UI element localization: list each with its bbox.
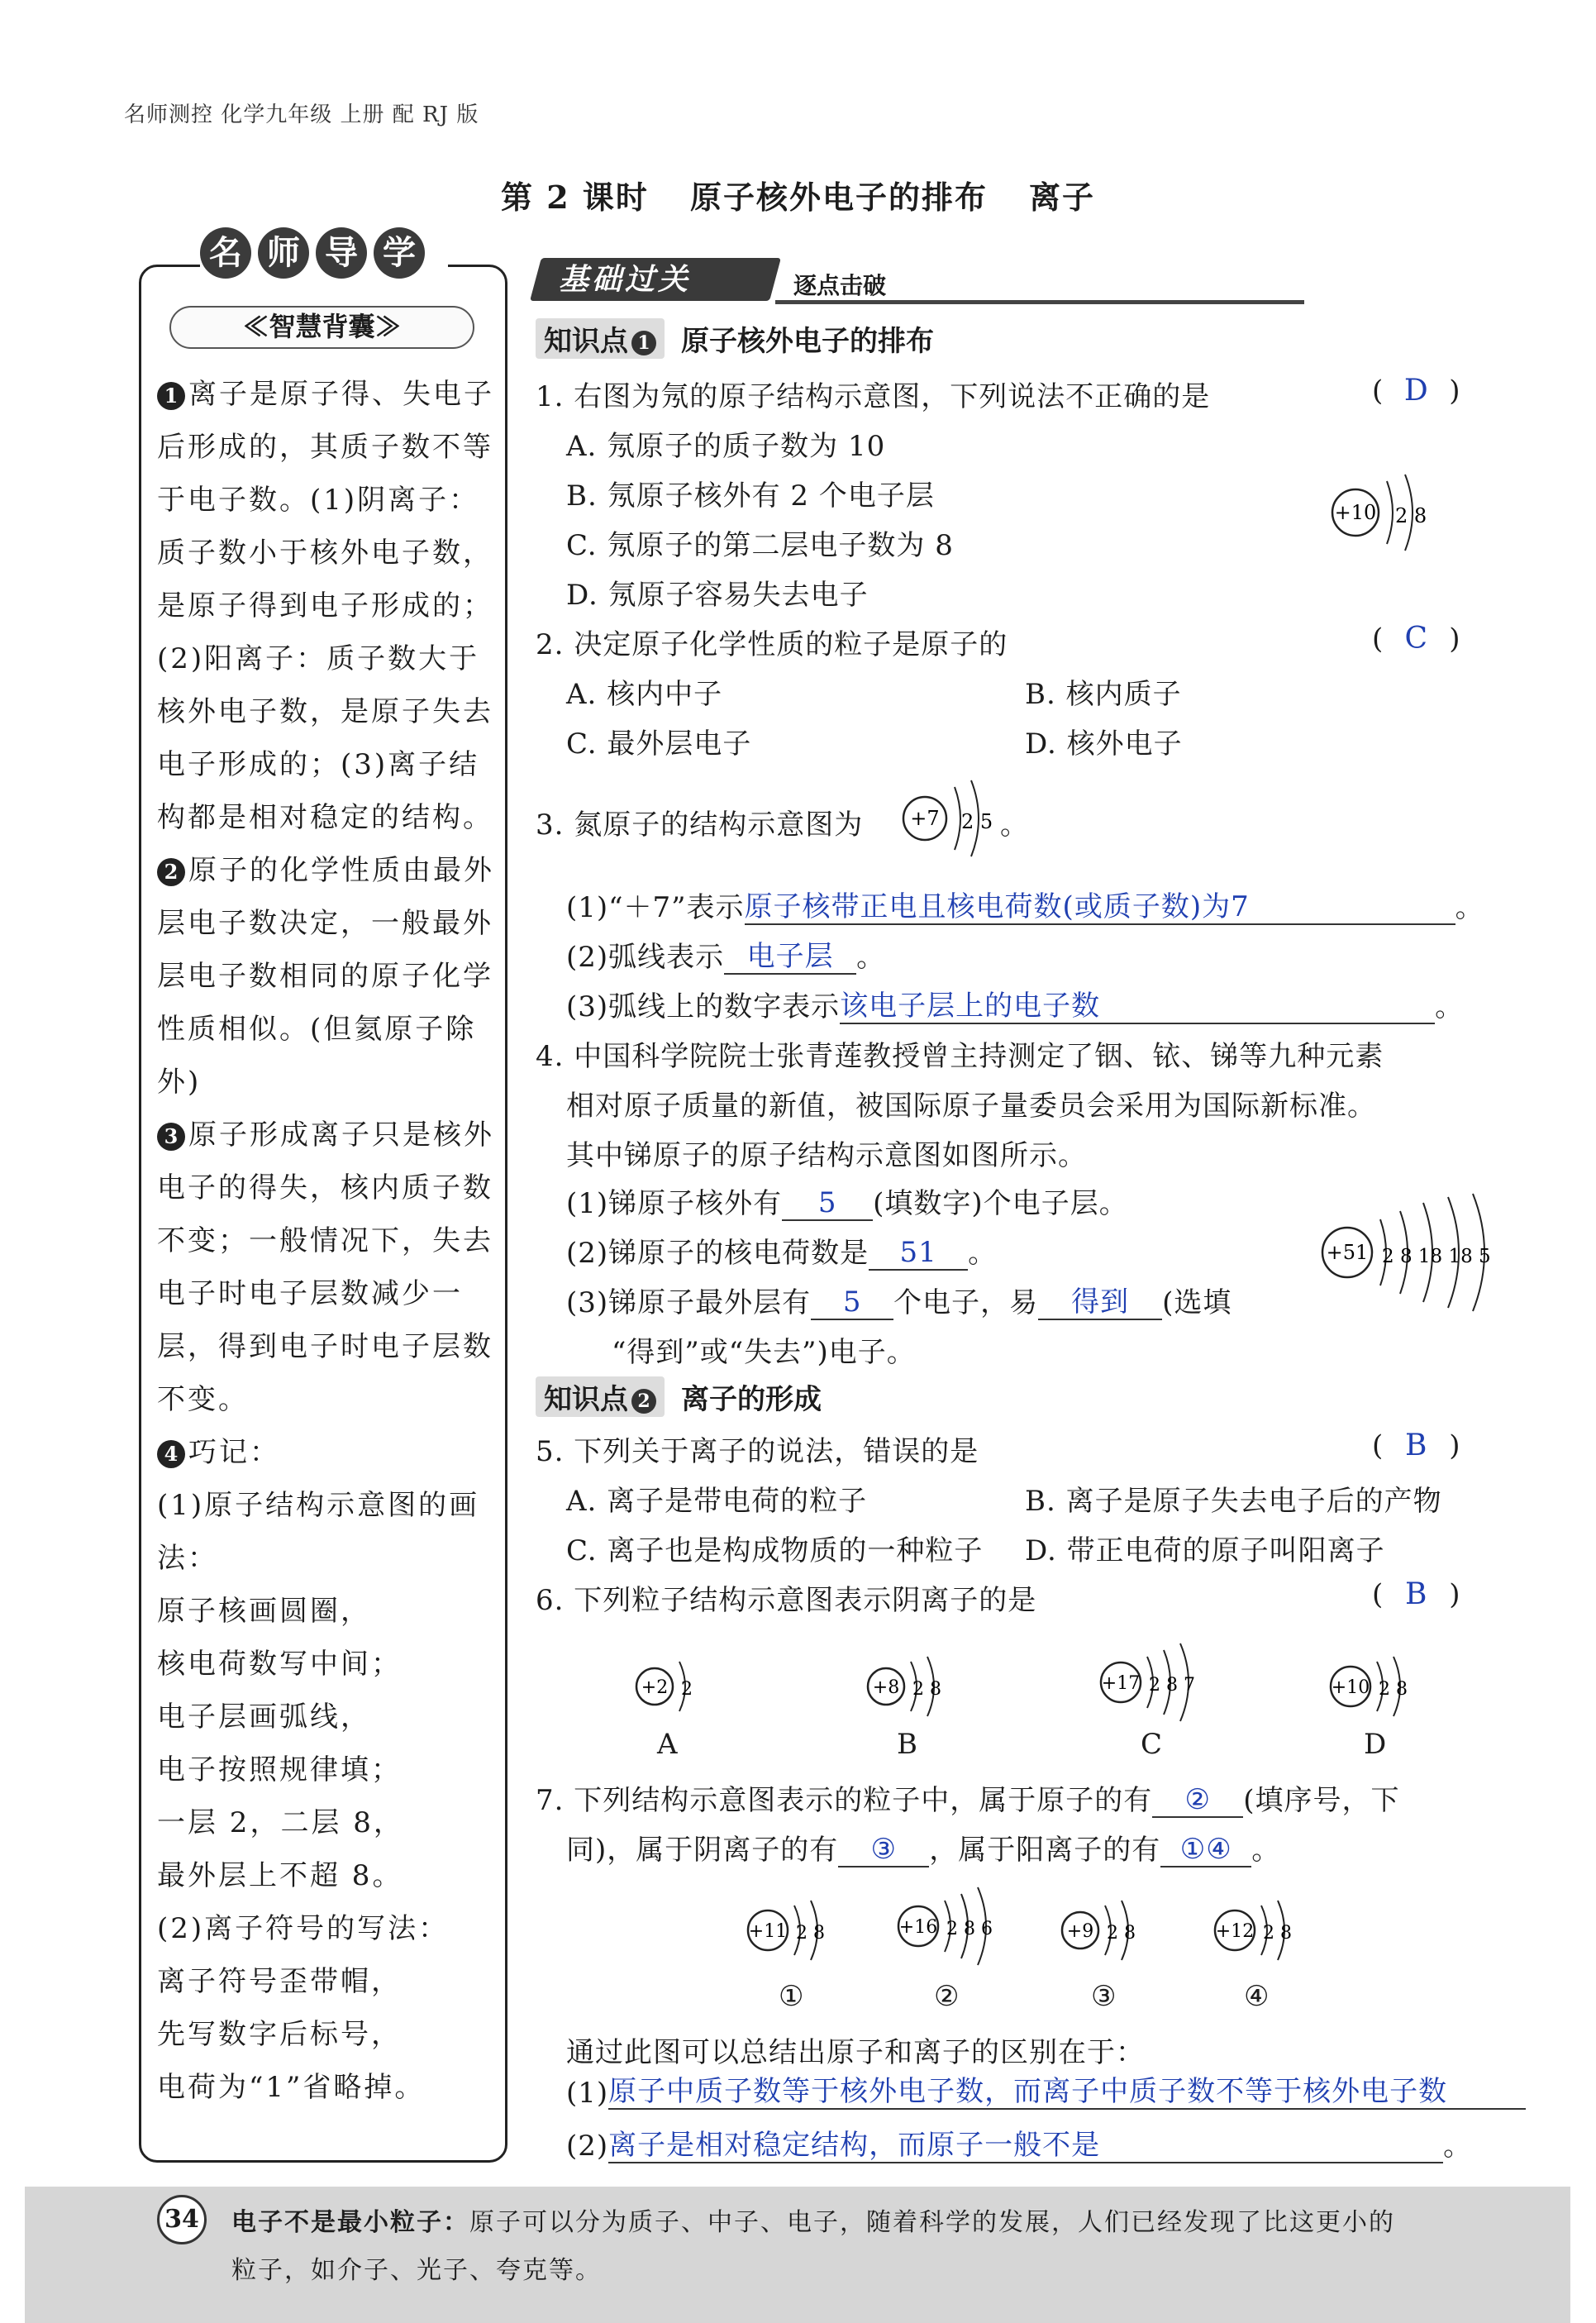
question-1-stem: 1. 右图为氖的原子结构示意图，下列说法不正确的是 <box>536 380 1211 413</box>
lesson-topic: 原子核外电子的排布 <box>689 179 988 216</box>
book-header: 名师测控 化学九年级 上册 配 RJ 版 <box>124 103 479 127</box>
q3-answer-1: 原子核带正电且核电荷数(或质子数)为7 <box>744 890 1250 923</box>
mnemonic-line: 电子按照规律填； <box>157 1753 402 1786</box>
q5-option-d: D. 带正电荷的原子叫阳离子 <box>1025 1534 1385 1567</box>
shell-counts: 2 8 18 18 5 <box>1382 1246 1491 1267</box>
mnemonic-line: 先写数字后标号， <box>157 2018 402 2051</box>
q7-summary-answer-1: 原子中质子数等于核外电子数，而离子中质子数不等于核外电子数 <box>608 2075 1448 2108</box>
mnemonic-line: 电荷为“1”省略掉。 <box>157 2071 426 2104</box>
svg-text:2 8 7: 2 8 7 <box>1149 1675 1195 1696</box>
q5-option-b: B. 离子是原子失去电子后的产物 <box>1025 1485 1442 1518</box>
svg-text:+8: +8 <box>872 1677 900 1698</box>
q3-sub-2: (2)弧线表示 电子层 。 <box>566 940 886 974</box>
question-1-answer: D <box>1403 374 1428 408</box>
q6-diagram-c <box>1091 1637 1232 1728</box>
q1-option-c: C. 氖原子的第二层电子数为 8 <box>566 529 954 562</box>
banner-char-3: 导 <box>316 227 367 279</box>
q1-option-a: A. 氖原子的质子数为 10 <box>566 430 886 463</box>
q7-label-3: ③ <box>1091 1980 1117 2013</box>
question-1-answer-box: ( D ) <box>1372 374 1460 408</box>
svg-text:+2: +2 <box>641 1677 669 1698</box>
q1-option-d: D. 氖原子容易失去电子 <box>566 579 869 612</box>
q2-option-a: A. 核内中子 <box>566 678 723 711</box>
q7-label-1: ① <box>779 1980 804 2013</box>
question-6-answer: B <box>1405 1577 1427 1611</box>
kp-tag: 知识点 <box>544 1383 628 1416</box>
svg-text:2 8: 2 8 <box>912 1679 941 1700</box>
svg-text:2 8 6: 2 8 6 <box>946 1919 993 1939</box>
footer-title: 电子不是最小粒子： <box>231 2208 469 2237</box>
q3-stem-end: 。 <box>1000 809 1029 842</box>
svg-text:2 8: 2 8 <box>1379 1679 1408 1700</box>
q3-answer-3: 该电子层上的电子数 <box>840 990 1101 1023</box>
knowledge-point-2 <box>536 1376 822 1417</box>
q3-sub-1: (1)“＋7”表示原子核带正电且核电荷数(或质子数)为7 。 <box>566 890 1484 924</box>
svg-text:+16: +16 <box>898 1917 938 1938</box>
svg-text:+12: +12 <box>1215 1921 1255 1942</box>
svg-text:2: 2 <box>681 1679 693 1700</box>
kp-title: 原子核外电子的排布 <box>681 325 934 358</box>
footer-text: 电子不是最小粒子：原子可以分为质子、中子、电子，随着科学的发展，人们已经发现了比这更小的 粒子，如介子、光子、夸克等。 <box>231 2208 1395 2285</box>
kp-number: 1 <box>631 331 656 355</box>
question-4-stem-3: 其中锑原子的原子结构示意图如图所示。 <box>566 1139 1087 1172</box>
svg-text:+10: +10 <box>1331 1677 1370 1698</box>
q7-label-4: ④ <box>1244 1980 1270 2013</box>
q4-sub-1: (1)锑原子核外有 5 (填数字)个电子层。 <box>566 1186 1128 1220</box>
shell-counts: 2 5 <box>961 810 993 833</box>
q4-answer-1: 5 <box>817 1186 837 1219</box>
q3-answer-2: 电子层 <box>746 940 834 973</box>
question-6-stem: 6. 下列粒子结构示意图表示阴离子的是 <box>536 1584 1037 1617</box>
question-4-stem-1: 4. 中国科学院院士张青莲教授曾主持测定了铟、铱、锑等九种元素 <box>536 1040 1384 1073</box>
svg-text:2 8: 2 8 <box>1263 1923 1292 1944</box>
question-7-line-2: 同)，属于阴离子的有 ③ ，属于阳离子的有 ①④ 。 <box>566 1833 1281 1867</box>
q7-diagram-2 <box>889 1881 1021 1972</box>
question-5-answer-box: ( B ) <box>1372 1429 1460 1462</box>
q6-diagram-a <box>628 1645 727 1728</box>
guide-point-3: 3 原子形成离子只是核外电子的得失，核内质子数不变；一般情况下，失去电子时电子层数减少一层，得到电子时电子层数不变。 <box>157 1119 494 1416</box>
banner-char-2: 师 <box>258 227 309 279</box>
basics-banner-subtitle: 逐点击破 <box>793 272 887 299</box>
question-7-line-1: 7. 下列结构示意图表示的粒子中，属于原子的有 ② (填序号，下 <box>536 1783 1400 1817</box>
mnemonic-line: 一层 2，二层 8， <box>157 1806 404 1839</box>
teacher-guide-text <box>157 368 496 2114</box>
q7-answer-atom: ② <box>1184 1783 1211 1816</box>
q7-diagram-4 <box>1207 1889 1322 1972</box>
svg-text:+9: +9 <box>1066 1921 1094 1942</box>
knowledge-point-1 <box>536 318 934 359</box>
q4-sub-3: (3)锑原子最外层有 5 个电子，易 得到 (选填 <box>566 1286 1232 1319</box>
point-number-2: 2 <box>157 858 185 886</box>
mnemonic-line: 电子层画弧线， <box>157 1701 371 1734</box>
banner-char-1: 名 <box>200 227 251 279</box>
shell-counts: 2 8 <box>1395 504 1427 527</box>
q6-diagram-b <box>860 1645 975 1728</box>
question-2-answer: C <box>1404 622 1428 656</box>
teacher-guide-banner <box>200 227 448 289</box>
mnemonic-line: 离子符号歪带帽， <box>157 1965 402 1998</box>
nitrogen-atom-diagram <box>897 769 1004 868</box>
q3-sub-3: (3)弧线上的数字表示该电子层上的电子数 。 <box>566 990 1465 1023</box>
q2-option-c: C. 最外层电子 <box>566 727 752 761</box>
kp-tag: 知识点 <box>544 325 628 358</box>
q6-label-c: C <box>1141 1728 1163 1761</box>
q6-label-a: A <box>657 1728 678 1761</box>
q7-answer-cation: ①④ <box>1179 1833 1232 1866</box>
question-2-stem: 2. 决定原子化学性质的粒子是原子的 <box>536 628 1008 661</box>
q6-diagram-d <box>1322 1645 1438 1728</box>
question-5-answer: B <box>1405 1429 1427 1462</box>
kp-number: 2 <box>631 1389 656 1414</box>
question-3-stem: 3. 氮原子的结构示意图为 <box>536 809 864 842</box>
q2-option-b: B. 核内质子 <box>1025 678 1182 711</box>
question-2-answer-box: ( C ) <box>1372 622 1460 656</box>
mnemonic-line: 最外层上不超 8。 <box>157 1859 403 1892</box>
q7-summary-1: (1)原子中质子数等于核外电子数，而离子中质子数不等于核外电子数 <box>566 2075 1526 2110</box>
q7-summary-2: (2)离子是相对稳定结构，而原子一般不是 。 <box>566 2129 1473 2163</box>
svg-text:2 8: 2 8 <box>796 1923 825 1944</box>
question-5-stem: 5. 下列关于离子的说法，错误的是 <box>536 1435 979 1468</box>
q7-summary: 通过此图可以总结出原子和离子的区别在于： <box>566 2036 1145 2069</box>
guide-point-1: 1 离子是原子得、失电子后形成的，其质子数不等于电子数。(1)阴离子：质子数小于核外电子数，是原子得到电子形成的；(2)阳离子：质子数大于核外电子数，是原子失去电子形成的；(3)离子结构都是相对稳定的结构。 <box>157 378 494 834</box>
wisdom-tips-label: ≪智慧背囊≫ <box>169 306 474 349</box>
banner-rule <box>775 300 1304 304</box>
svg-text:+17: +17 <box>1101 1673 1141 1694</box>
banner-char-4: 学 <box>374 227 425 279</box>
guide-point-4: 4 巧记： <box>157 1426 496 1479</box>
q4-answer-3: 5 <box>842 1286 862 1319</box>
question-6-answer-box: ( B ) <box>1372 1577 1460 1611</box>
guide-point-2: 2 原子的化学性质由最外层电子数决定，一般最外层电子数相同的原子化学性质相似。(但氦原子除外) <box>157 854 494 1099</box>
q6-label-d: D <box>1364 1728 1387 1761</box>
q7-answer-anion: ③ <box>870 1833 897 1866</box>
kp-title: 离子的形成 <box>681 1383 822 1416</box>
q6-label-b: B <box>897 1728 917 1761</box>
nucleus-charge: +7 <box>910 807 940 830</box>
mnemonic-line: 原子核画圆圈， <box>157 1595 371 1628</box>
svg-text:+11: +11 <box>748 1921 788 1942</box>
basics-banner-title: 基础过关 <box>559 262 692 297</box>
mnemonic-line: 核电荷数写中间； <box>157 1648 402 1681</box>
lesson-topic-2: 离子 <box>1028 179 1095 216</box>
antimony-atom-diagram <box>1314 1190 1504 1314</box>
lesson-title <box>0 172 1596 217</box>
q7-diagram-3 <box>1054 1889 1170 1972</box>
q2-option-d: D. 核外电子 <box>1025 727 1183 761</box>
neon-atom-diagram <box>1322 463 1446 562</box>
basics-section-banner <box>536 255 1304 304</box>
nucleus-charge: +51 <box>1326 1241 1369 1264</box>
nucleus-charge: +10 <box>1334 501 1377 524</box>
q7-diagram-1 <box>740 1889 855 1972</box>
point-number-4: 4 <box>157 1440 185 1468</box>
q4-answer-4: 得到 <box>1071 1286 1130 1319</box>
point-number-3: 3 <box>157 1123 185 1151</box>
page-number: 34 <box>157 2195 207 2244</box>
q5-option-c: C. 离子也是构成物质的一种粒子 <box>566 1534 984 1567</box>
mnemonic-line: (1)原子结构示意图的画法： <box>157 1489 480 1575</box>
lesson-number: 第 2 课时 <box>501 179 649 216</box>
q1-option-b: B. 氖原子核外有 2 个电子层 <box>566 479 935 513</box>
footer-note <box>25 2187 1570 2323</box>
q7-summary-answer-2: 离子是相对稳定结构，而原子一般不是 <box>608 2129 1101 2162</box>
q4-sub-2: (2)锑原子的核电荷数是 51 。 <box>566 1236 998 1270</box>
basics-banner-shape <box>530 258 781 301</box>
point-number-1: 1 <box>157 382 185 410</box>
mnemonic-line: (2)离子符号的写法： <box>157 1912 450 1945</box>
q4-answer-2: 51 <box>899 1236 937 1269</box>
question-4-stem-2: 相对原子质量的新值，被国际原子量委员会采用为国际新标准。 <box>566 1090 1376 1123</box>
q5-option-a: A. 离子是带电荷的粒子 <box>566 1485 868 1518</box>
svg-text:2 8: 2 8 <box>1107 1923 1136 1944</box>
q4-sub-3-tail: “得到”或“失去”)电子。 <box>612 1336 916 1369</box>
q7-label-2: ② <box>934 1980 960 2013</box>
